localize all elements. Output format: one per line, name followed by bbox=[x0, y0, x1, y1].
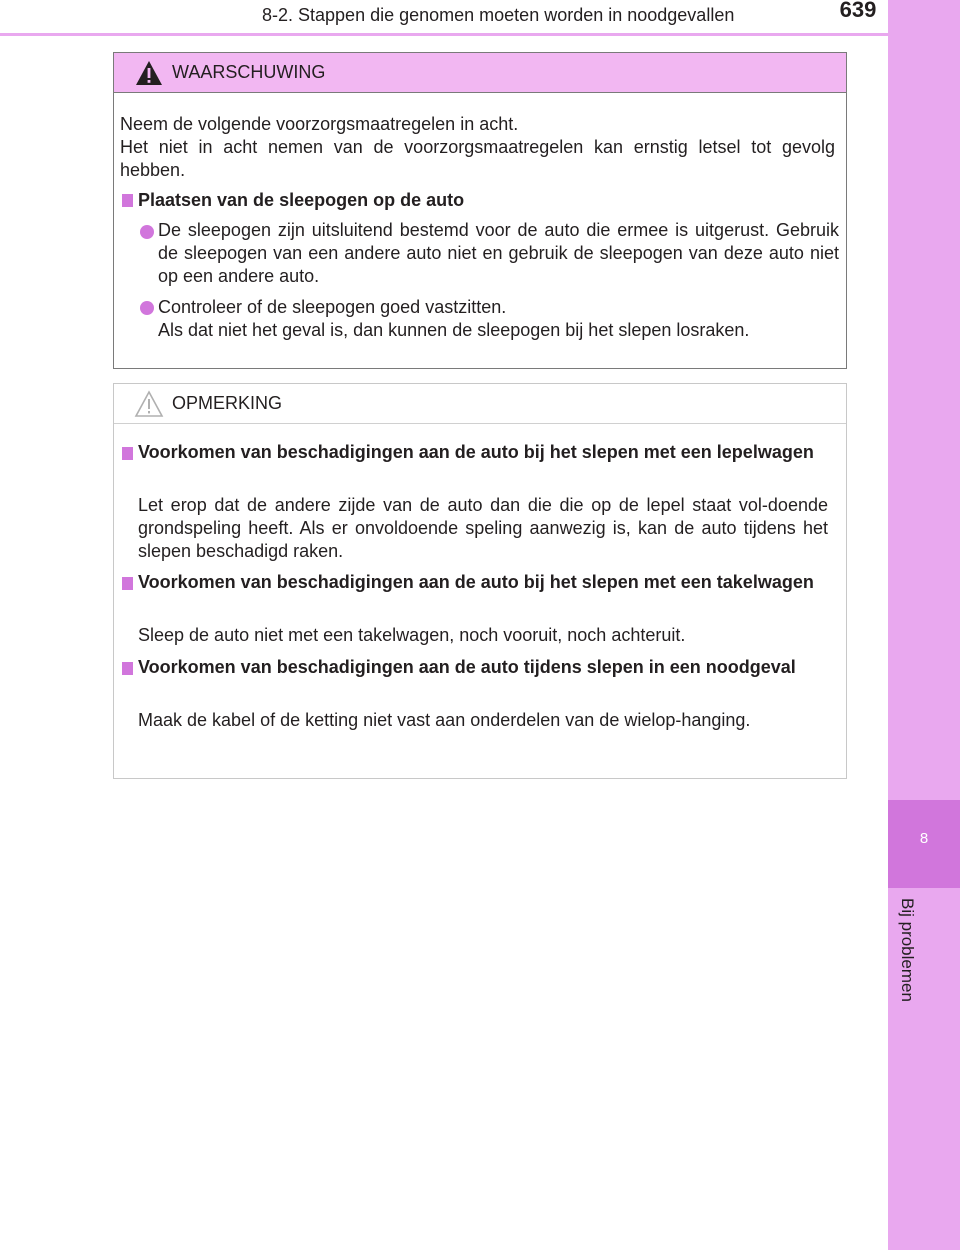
side-strip bbox=[888, 0, 960, 1250]
section-square-icon bbox=[122, 577, 133, 590]
notice-box bbox=[113, 383, 847, 779]
warning-box bbox=[113, 52, 847, 369]
notice-heading-1: Voorkomen van beschadigingen aan de auto bij het slepen met een lepelwagen bbox=[138, 442, 814, 462]
header-rule bbox=[0, 33, 888, 36]
chapter-title bbox=[893, 898, 923, 1028]
warning-intro-1: Neem de volgende voorzorgsmaatregelen in acht. bbox=[120, 114, 519, 134]
page-header bbox=[0, 0, 888, 40]
bullet-dot-icon bbox=[140, 301, 154, 315]
notice-text-3: Maak de kabel of de ketting niet vast aan onderdelen van de wielop-hanging. bbox=[138, 710, 751, 730]
warning-icon bbox=[134, 59, 164, 87]
chapter-title-text: Bij problemen bbox=[898, 898, 917, 1002]
warning-bullet-1: De sleepogen zijn uitsluitend bestemd voor de auto die ermee is uitgerust. Gebruik de sleepogen van een andere auto niet en gebruik de sleepogen van deze auto niet op een andere auto. bbox=[158, 220, 839, 286]
page-number: 639 bbox=[827, 0, 889, 22]
section-title: 8-2. Stappen die genomen moeten worden in noodgevallen bbox=[262, 5, 735, 25]
warning-section-heading: Plaatsen van de sleepogen op de auto bbox=[138, 190, 465, 210]
warning-intro-2: Het niet in acht nemen van de voorzorgsmaatregelen kan ernstig letsel tot gevolg hebben. bbox=[120, 137, 835, 180]
bullet-dot-icon bbox=[140, 225, 154, 239]
section-square-icon bbox=[122, 662, 133, 675]
section-square-icon bbox=[122, 447, 133, 460]
warning-label: WAARSCHUWING bbox=[172, 62, 326, 82]
warning-header bbox=[114, 53, 846, 93]
notice-label: OPMERKING bbox=[172, 393, 283, 413]
caution-icon bbox=[134, 390, 164, 418]
warning-bullet-2: Controleer of de sleepogen goed vastzitten. bbox=[158, 297, 507, 317]
notice-heading-3: Voorkomen van beschadigingen aan de auto tijdens slepen in een noodgeval bbox=[138, 657, 796, 677]
notice-header bbox=[114, 384, 846, 424]
warning-bullet-2-cont: Als dat niet het geval is, dan kunnen de sleepogen bij het slepen losraken. bbox=[158, 320, 750, 340]
notice-text-2: Sleep de auto niet met een takelwagen, noch vooruit, noch achteruit. bbox=[138, 625, 686, 645]
notice-text-1: Let erop dat de andere zijde van de auto dan die die op de lepel staat vol-doende grondspeling heeft. Als er onvoldoende speling aanwezig is, kan de auto tijdens het slepen beschadigd raken. bbox=[138, 495, 828, 561]
section-square-icon bbox=[122, 194, 133, 207]
chapter-number: 8 bbox=[919, 830, 929, 847]
notice-heading-2: Voorkomen van beschadigingen aan de auto bij het slepen met een takelwagen bbox=[138, 572, 814, 592]
chapter-tab[interactable] bbox=[888, 800, 960, 888]
